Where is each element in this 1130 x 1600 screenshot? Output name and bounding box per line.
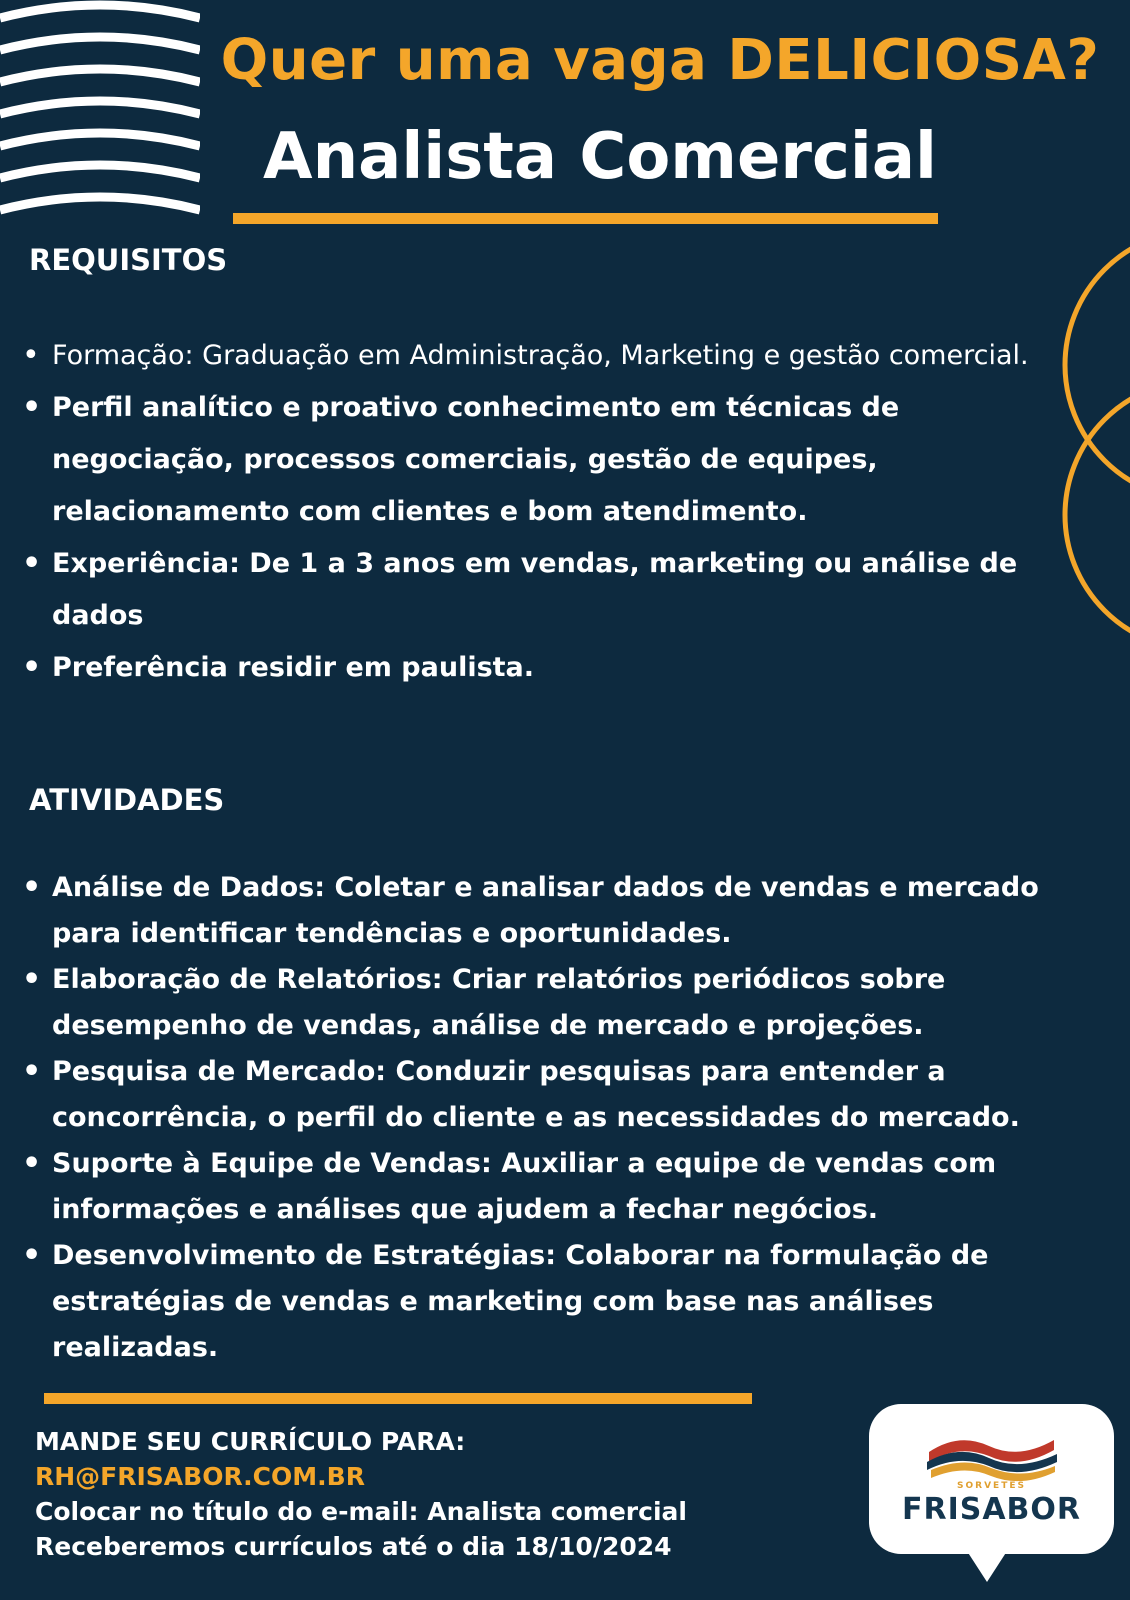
atividade-item: • Pesquisa de Mercado: Conduzir pesquisas para entender a concorrência, o perfil do cliente e as necessidades do mercado. — [22, 1049, 1082, 1141]
top-divider — [233, 213, 938, 224]
requisitos-heading: REQUISITOS — [29, 243, 228, 277]
email-link[interactable]: RH@FRISABOR.COM.BR — [35, 1462, 365, 1491]
logo-subtitle: SORVETES — [957, 1481, 1026, 1491]
requisito-item: • Preferência residir em paulista. — [22, 642, 1082, 694]
subject-note: Colocar no título do e-mail: Analista comercial — [35, 1497, 687, 1526]
requisito-item: • Experiência: De 1 a 3 anos em vendas, marketing ou análise de dados — [22, 538, 1082, 642]
atividade-item: • Elaboração de Relatórios: Criar relatórios periódicos sobre desempenho de vendas, análise de mercado e projeções. — [22, 957, 1082, 1049]
wave-stripes-decoration — [0, 0, 200, 215]
logo-waves-icon — [869, 1404, 1114, 1554]
headline: Quer uma vaga DELICIOSA? — [220, 28, 1100, 93]
logo-brand-name: FRISABOR — [901, 1492, 1082, 1527]
logo-speech-tail — [965, 1548, 1009, 1582]
requisito-item: • Perfil analítico e proativo conhecimento em técnicas de negociação, processos comerciais, gestão de equipes, relacionamento com clientes e bom atendimento. — [22, 382, 1082, 538]
atividades-list — [22, 865, 1082, 1371]
frisabor-logo — [869, 1404, 1114, 1554]
atividade-item: • Análise de Dados: Coletar e analisar dados de vendas e mercado para identificar tendências e oportunidades. — [22, 865, 1082, 957]
deadline-note: Receberemos currículos até o dia 18/10/2024 — [35, 1532, 672, 1561]
atividade-item: • Desenvolvimento de Estratégias: Colaborar na formulação de estratégias de vendas e marketing com base nas análises realizadas. — [22, 1233, 1082, 1371]
atividades-heading: ATIVIDADES — [29, 783, 225, 817]
atividade-item: • Suporte à Equipe de Vendas: Auxiliar a equipe de vendas com informações e análises que ajudem a fechar negócios. — [22, 1141, 1082, 1233]
bottom-divider — [44, 1393, 752, 1404]
job-title: Analista Comercial — [263, 120, 937, 194]
send-cv-label: MANDE SEU CURRÍCULO PARA: — [35, 1427, 466, 1456]
footer-contact — [35, 1424, 687, 1564]
requisitos-list — [22, 330, 1082, 694]
requisito-item: • Formação: Graduação em Administração, Marketing e gestão comercial. — [22, 330, 1082, 382]
